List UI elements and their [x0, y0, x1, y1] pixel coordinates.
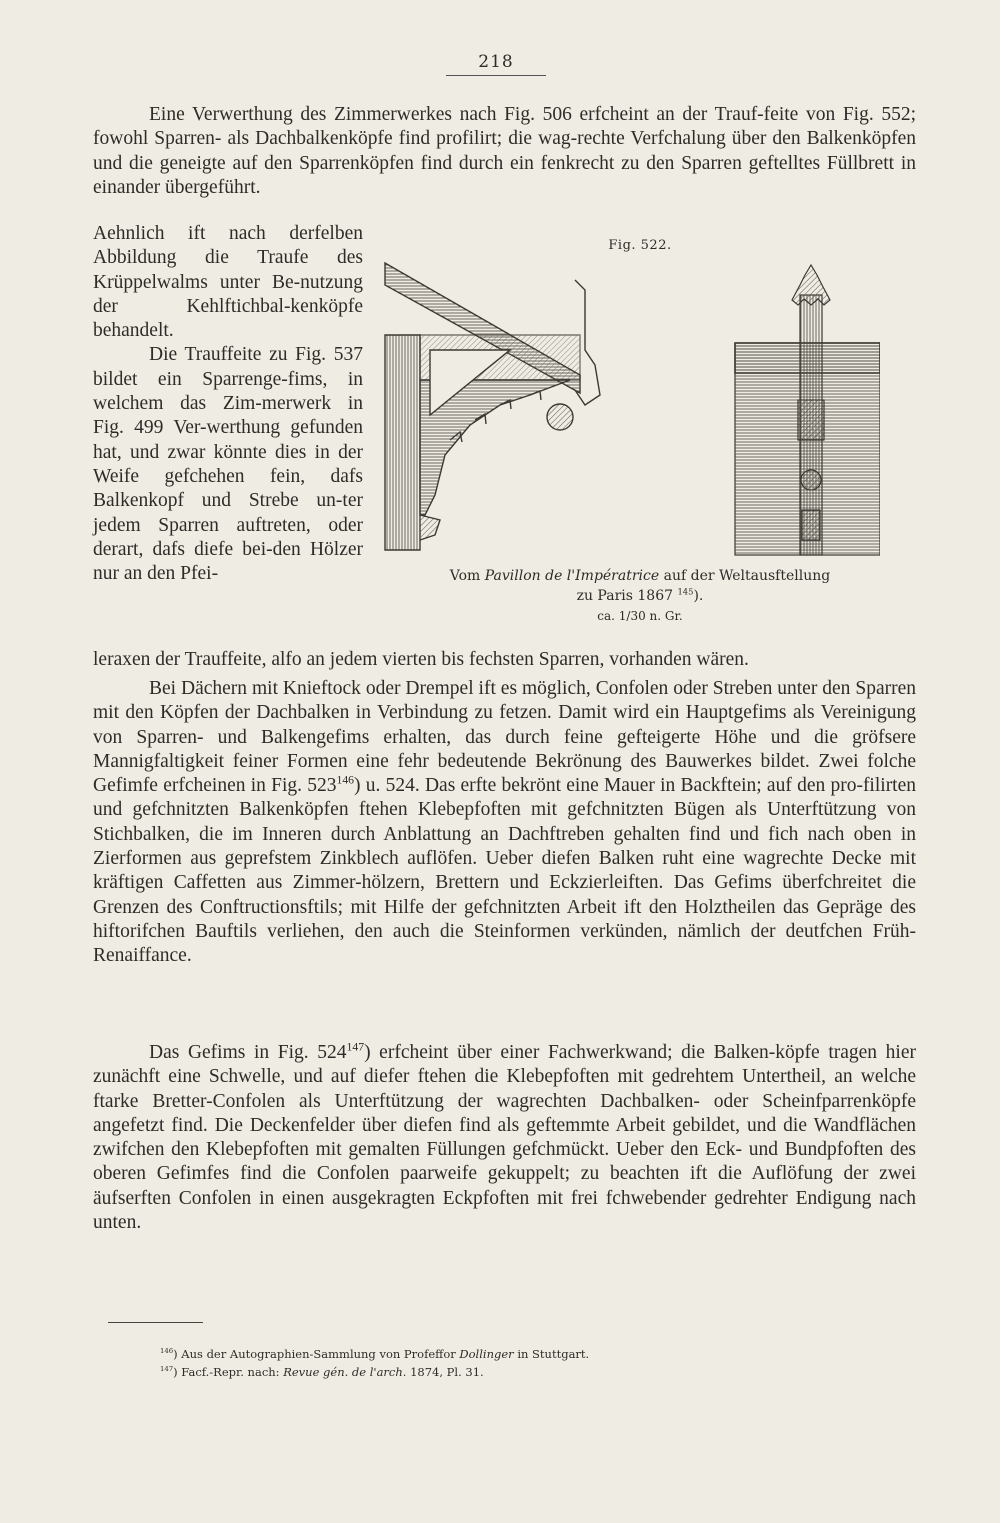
caption-line-2: zu Paris 1867 — [576, 588, 674, 604]
caption-prefix: Vom — [449, 568, 481, 584]
cornice-elevation-drawing — [735, 265, 880, 555]
footnote-text: ) Aus der Autographien-Sammlung von Profeffor — [173, 1347, 456, 1361]
footnote-italic: Revue gén. de l'arch. — [283, 1365, 407, 1379]
footnotes — [160, 1345, 860, 1381]
caption-suffix: auf der Weltausftellung — [663, 568, 831, 584]
figure-label: Fig. 522. — [608, 238, 672, 253]
figure-caption — [400, 566, 880, 626]
bracket-section-drawing — [385, 263, 600, 550]
paragraph-gesims — [93, 1041, 916, 1235]
footnote-146 — [160, 1345, 860, 1363]
paragraph-daecher-text-b: ) u. 524. Das erfte bekrönt eine Mauer in Backftein; auf den pro-filirten und gefchnitzten Balkenköpfen ftehen Klebepfoften mit gefchnitzten Bügen als Unterftützung von Stichbalken, die im Inneren durch Anblattung an Dachftreben gehalten find und fich nach oben in Zierformen aus geprefstem Zinkblech auflöfen. Ueber diefen Balken ruht eine wagrechte Decke mit kräftigen Caffetten aus Zimmer-hölzern, Brettern und Eckzierleiften. Das Gefims überfchreitet die Grenzen des Conftructionsftils; mit Hilfe der gefchnitzten Arbeit ift den Holztheilen das Gepräge des hiftorifchen Bauftils verliehen, den auch die Steinformen verkünden, nämlich der deutfchen Früh-Renaiffance. — [93, 775, 917, 967]
caption-footnote-ref: 145 — [677, 586, 694, 597]
footnote-text-end: 1874, Pl. 31. — [410, 1365, 484, 1379]
footnote-147 — [160, 1363, 860, 1381]
caption-italic-title: Pavillon de l'Impératrice — [484, 568, 660, 584]
footnote-text: ) Facf.-Repr. nach: — [173, 1365, 280, 1379]
footnote-ref-147: 147 — [346, 1040, 365, 1054]
left-column-paragraph-2: Die Trauffeite zu Fig. 537 bildet ein Sparrenge-fims, in welchem das Zim-merwerk in Fig. 499 Ver-werthung gefunden hat, und zwar könnte dies in der Weife gefchehen fein, dafs Balkenkopf und Strebe un-ter jedem Sparren auftreten, oder derart, dafs diefe bei-den Hölzer nur an den Pfei- — [93, 344, 363, 585]
footnote-ref-146: 146 — [336, 773, 355, 787]
continuation-line: leraxen der Trauffeite, alfo an jedem vierten bis fechsten Sparren, vorhanden wären. — [93, 649, 749, 670]
footnote-rule — [108, 1322, 203, 1323]
paragraph-daecher-text-a: Bei Dächern mit Knieftock oder Drempel ift es möglich, Confolen oder Streben unter den Sparren mit den Köpfen der Dachbalken in Verbindung zu fetzen. Damit wird ein Hauptgefims als Vereinigung von Sparren- und Balkengefims erhalten, das durch feine gefteigerte Höhe und die gröfsere Mannigfaltigkeit feiner Formen eine fehr bedeutende Bekrönung des Bauwerkes bildet. Zwei folche Gefimfe erfcheinen in Fig. 523 — [93, 678, 916, 797]
left-column-paragraph-1: Aehnlich ift nach derfelben Abbildung die Traufe des Krüppelwalms unter Be-nutzung der Kehlftichbal-kenköpfe behandelt. — [93, 223, 363, 342]
left-column — [93, 222, 363, 586]
paragraph-gesims-text-a: Das Gefims in Fig. 524 — [149, 1042, 347, 1063]
paragraph-daecher — [93, 677, 916, 969]
page-number: 218 — [478, 52, 514, 72]
page-number-rule — [446, 75, 546, 76]
paragraph-gesims-text-b: ) erfcheint über einer Fachwerkwand; die Balken-köpfe tragen hier zunächft eine Schwelle, und auf diefer ftehen die Klebepfoften mit gedrehtem Untertheil, an welche ftarke Bretter-Confolen als Unterftützung der wagrechten Dachbalken- oder Scheinfparrenköpfe angefetzt find. Die Deckenfelder über diefen find als geftemmte Arbeit gebildet, und die Wandflächen zwifchen den Klebepfoften mit gemalten Füllungen gefchmückt. Ueber den Eck- und Bundpfoften des oberen Gefimfes find die Confolen paarweife gekuppelt; zu beachten ift die Auflöfung der zwei äufserften Confolen in einen ausgekragten Eckpfoften mit frei fchwebender gedrehter Endigung nach unten. — [93, 1042, 916, 1234]
footnote-number: 146 — [160, 1347, 174, 1356]
footnote-number: 147 — [160, 1365, 174, 1374]
footnote-italic: Dollinger — [459, 1347, 514, 1361]
footnote-text-end: in Stuttgart. — [517, 1347, 590, 1361]
figure-522-illustration — [380, 255, 880, 560]
caption-close: ). — [693, 588, 704, 604]
intro-paragraph: Eine Verwerthung des Zimmerwerkes nach Fig. 506 erfcheint an der Trauf-feite von Fig. 552; fowohl Sparren- als Dachbalkenköpfe find profilirt; die wag-rechte Verfchalung über den Balkenköpfen und die geneigte auf den Sparrenköpfen find durch ein fenkrecht zu den Sparren geftelltes Füllbrett in einander übergeführt. — [93, 104, 916, 198]
caption-scale: ca. 1/30 n. Gr. — [597, 609, 683, 623]
